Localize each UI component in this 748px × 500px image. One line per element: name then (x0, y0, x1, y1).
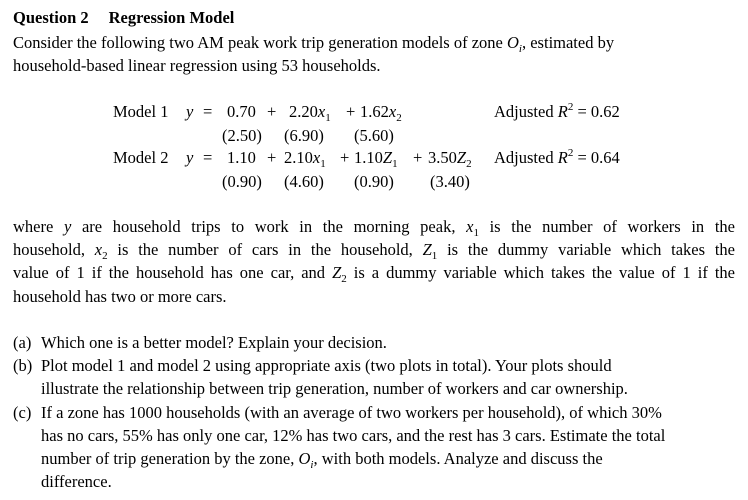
def-x2: x (94, 240, 103, 259)
model1-se-3: (5.60) (354, 126, 394, 145)
model2-intercept: 1.10 (227, 148, 256, 167)
definition-line-3 (13, 263, 735, 283)
model1-plus-2: + (346, 102, 356, 121)
definition-line-4: household has two or more cars. (13, 287, 227, 306)
def-z2: Z (332, 263, 342, 282)
def-text: where (13, 217, 64, 236)
model1-adjusted-r2 (494, 102, 620, 122)
model2-var-2-sub: 1 (392, 158, 398, 170)
def-z1: Z (422, 240, 432, 259)
question-b-label: (b) (13, 356, 33, 375)
def-text: are household trips to work in the morning peak, (71, 217, 467, 236)
model2-term-3 (428, 148, 472, 168)
model1-se-2: (6.90) (284, 126, 324, 145)
def-text: value of 1 if the household has one car, and (13, 263, 333, 282)
model2-var-1: x (312, 148, 321, 167)
model2-adj-sup: 2 (567, 147, 574, 159)
def-x1: x (466, 217, 474, 236)
question-c-line-4: difference. (41, 472, 112, 491)
def-x1-sub: 1 (473, 227, 479, 239)
model2-term-2 (354, 148, 398, 168)
zone-subscript: i (518, 43, 522, 55)
question-c-text-end: , with both models. Analyze and discuss the (313, 449, 603, 468)
question-c-line-1: If a zone has 1000 households (with an average of two workers per household), of which 30% (41, 403, 662, 422)
model2-term-1 (284, 148, 326, 168)
model1-intercept: 0.70 (227, 102, 256, 121)
model2-coef-2: 1.10 (354, 148, 383, 167)
intro-text-end: , estimated by (521, 33, 615, 52)
model2-var-2: Z (382, 148, 393, 167)
model2-var-3-sub: 2 (466, 158, 472, 170)
question-c-label: (c) (13, 403, 32, 422)
model2-equals: = (203, 148, 213, 167)
model2-plus-3: + (413, 148, 423, 167)
model2-se-3: (0.90) (354, 172, 394, 191)
question-heading (13, 8, 234, 28)
model1-y: y (186, 102, 194, 121)
model1-term-2 (360, 102, 402, 122)
model2-se-4: (3.40) (430, 172, 470, 191)
model1-term-1 (289, 102, 331, 122)
intro-line-2: household-based linear regression using 53 households. (13, 56, 381, 75)
def-x2-sub: 2 (102, 250, 108, 262)
model1-adj-eq: = (573, 102, 591, 121)
question-a-label: (a) (13, 333, 32, 352)
model1-plus-1: + (267, 102, 277, 121)
definition-line-1 (13, 217, 735, 237)
question-c-line-2: has no cars, 55% has only one car, 12% has two cars, and the rest has 3 cars. Estimate the total (41, 426, 666, 445)
intro-text: Consider the following two AM peak work trip generation models of zone (13, 33, 507, 52)
model1-se-1: (2.50) (222, 126, 262, 145)
def-y: y (63, 217, 72, 236)
question-number: Question 2 (13, 8, 89, 27)
model1-var-2-sub: 2 (396, 112, 402, 124)
model2-adj-value: 0.64 (590, 148, 620, 167)
model1-var-1-sub: 1 (325, 112, 331, 124)
zone-variable: O (507, 33, 519, 52)
def-text: is the number of workers in the (478, 217, 735, 236)
definition-line-2 (13, 240, 735, 260)
model1-adj-sup: 2 (567, 101, 574, 113)
model2-adj-eq: = (573, 148, 591, 167)
question-a-text: Which one is a better model? Explain your decision. (41, 333, 387, 352)
model1-adj-value: 0.62 (590, 102, 620, 121)
model1-equals: = (203, 102, 213, 121)
def-text: is the number of cars in the household, (107, 240, 423, 259)
def-text: is the dummy variable which takes the (437, 240, 735, 259)
model2-adjusted-r2 (494, 148, 620, 168)
def-z2-sub: 2 (341, 273, 347, 285)
model2-plus-1: + (267, 148, 277, 167)
question-b-line-1: Plot model 1 and model 2 using appropriate axis (two plots in total). Your plots should (41, 356, 612, 375)
question-b-line-2: illustrate the relationship between trip generation, number of workers and car ownership. (41, 379, 628, 398)
model1-var-1: x (317, 102, 326, 121)
question-c-line-3 (41, 449, 603, 469)
model2-y: y (186, 148, 194, 167)
question-title: Regression Model (108, 8, 235, 27)
model1-coef-1: 2.20 (289, 102, 318, 121)
intro-line-1 (13, 33, 614, 53)
model2-label: Model 2 (113, 148, 169, 167)
question-c-text: number of trip generation by the zone, (41, 449, 299, 468)
question-c-zone-sub: i (310, 459, 314, 471)
model2-adj-r: R (557, 148, 568, 167)
model2-coef-1: 2.10 (284, 148, 313, 167)
model1-label: Model 1 (113, 102, 169, 121)
model2-se-2: (4.60) (284, 172, 324, 191)
def-text: household, (13, 240, 95, 259)
question-c-zone-var: O (298, 449, 311, 468)
model2-plus-2: + (340, 148, 350, 167)
model1-coef-2: 1.62 (360, 102, 389, 121)
model1-adj-r: R (557, 102, 568, 121)
model2-se-1: (0.90) (222, 172, 262, 191)
model2-adj-label: Adjusted (494, 148, 558, 167)
model1-var-2: x (388, 102, 397, 121)
model2-var-3: Z (456, 148, 467, 167)
model2-var-1-sub: 1 (320, 158, 326, 170)
def-text: is a dummy variable which takes the value of 1 if the (346, 263, 735, 282)
model1-adj-label: Adjusted (494, 102, 558, 121)
model2-coef-3: 3.50 (428, 148, 457, 167)
def-z1-sub: 1 (431, 250, 438, 262)
